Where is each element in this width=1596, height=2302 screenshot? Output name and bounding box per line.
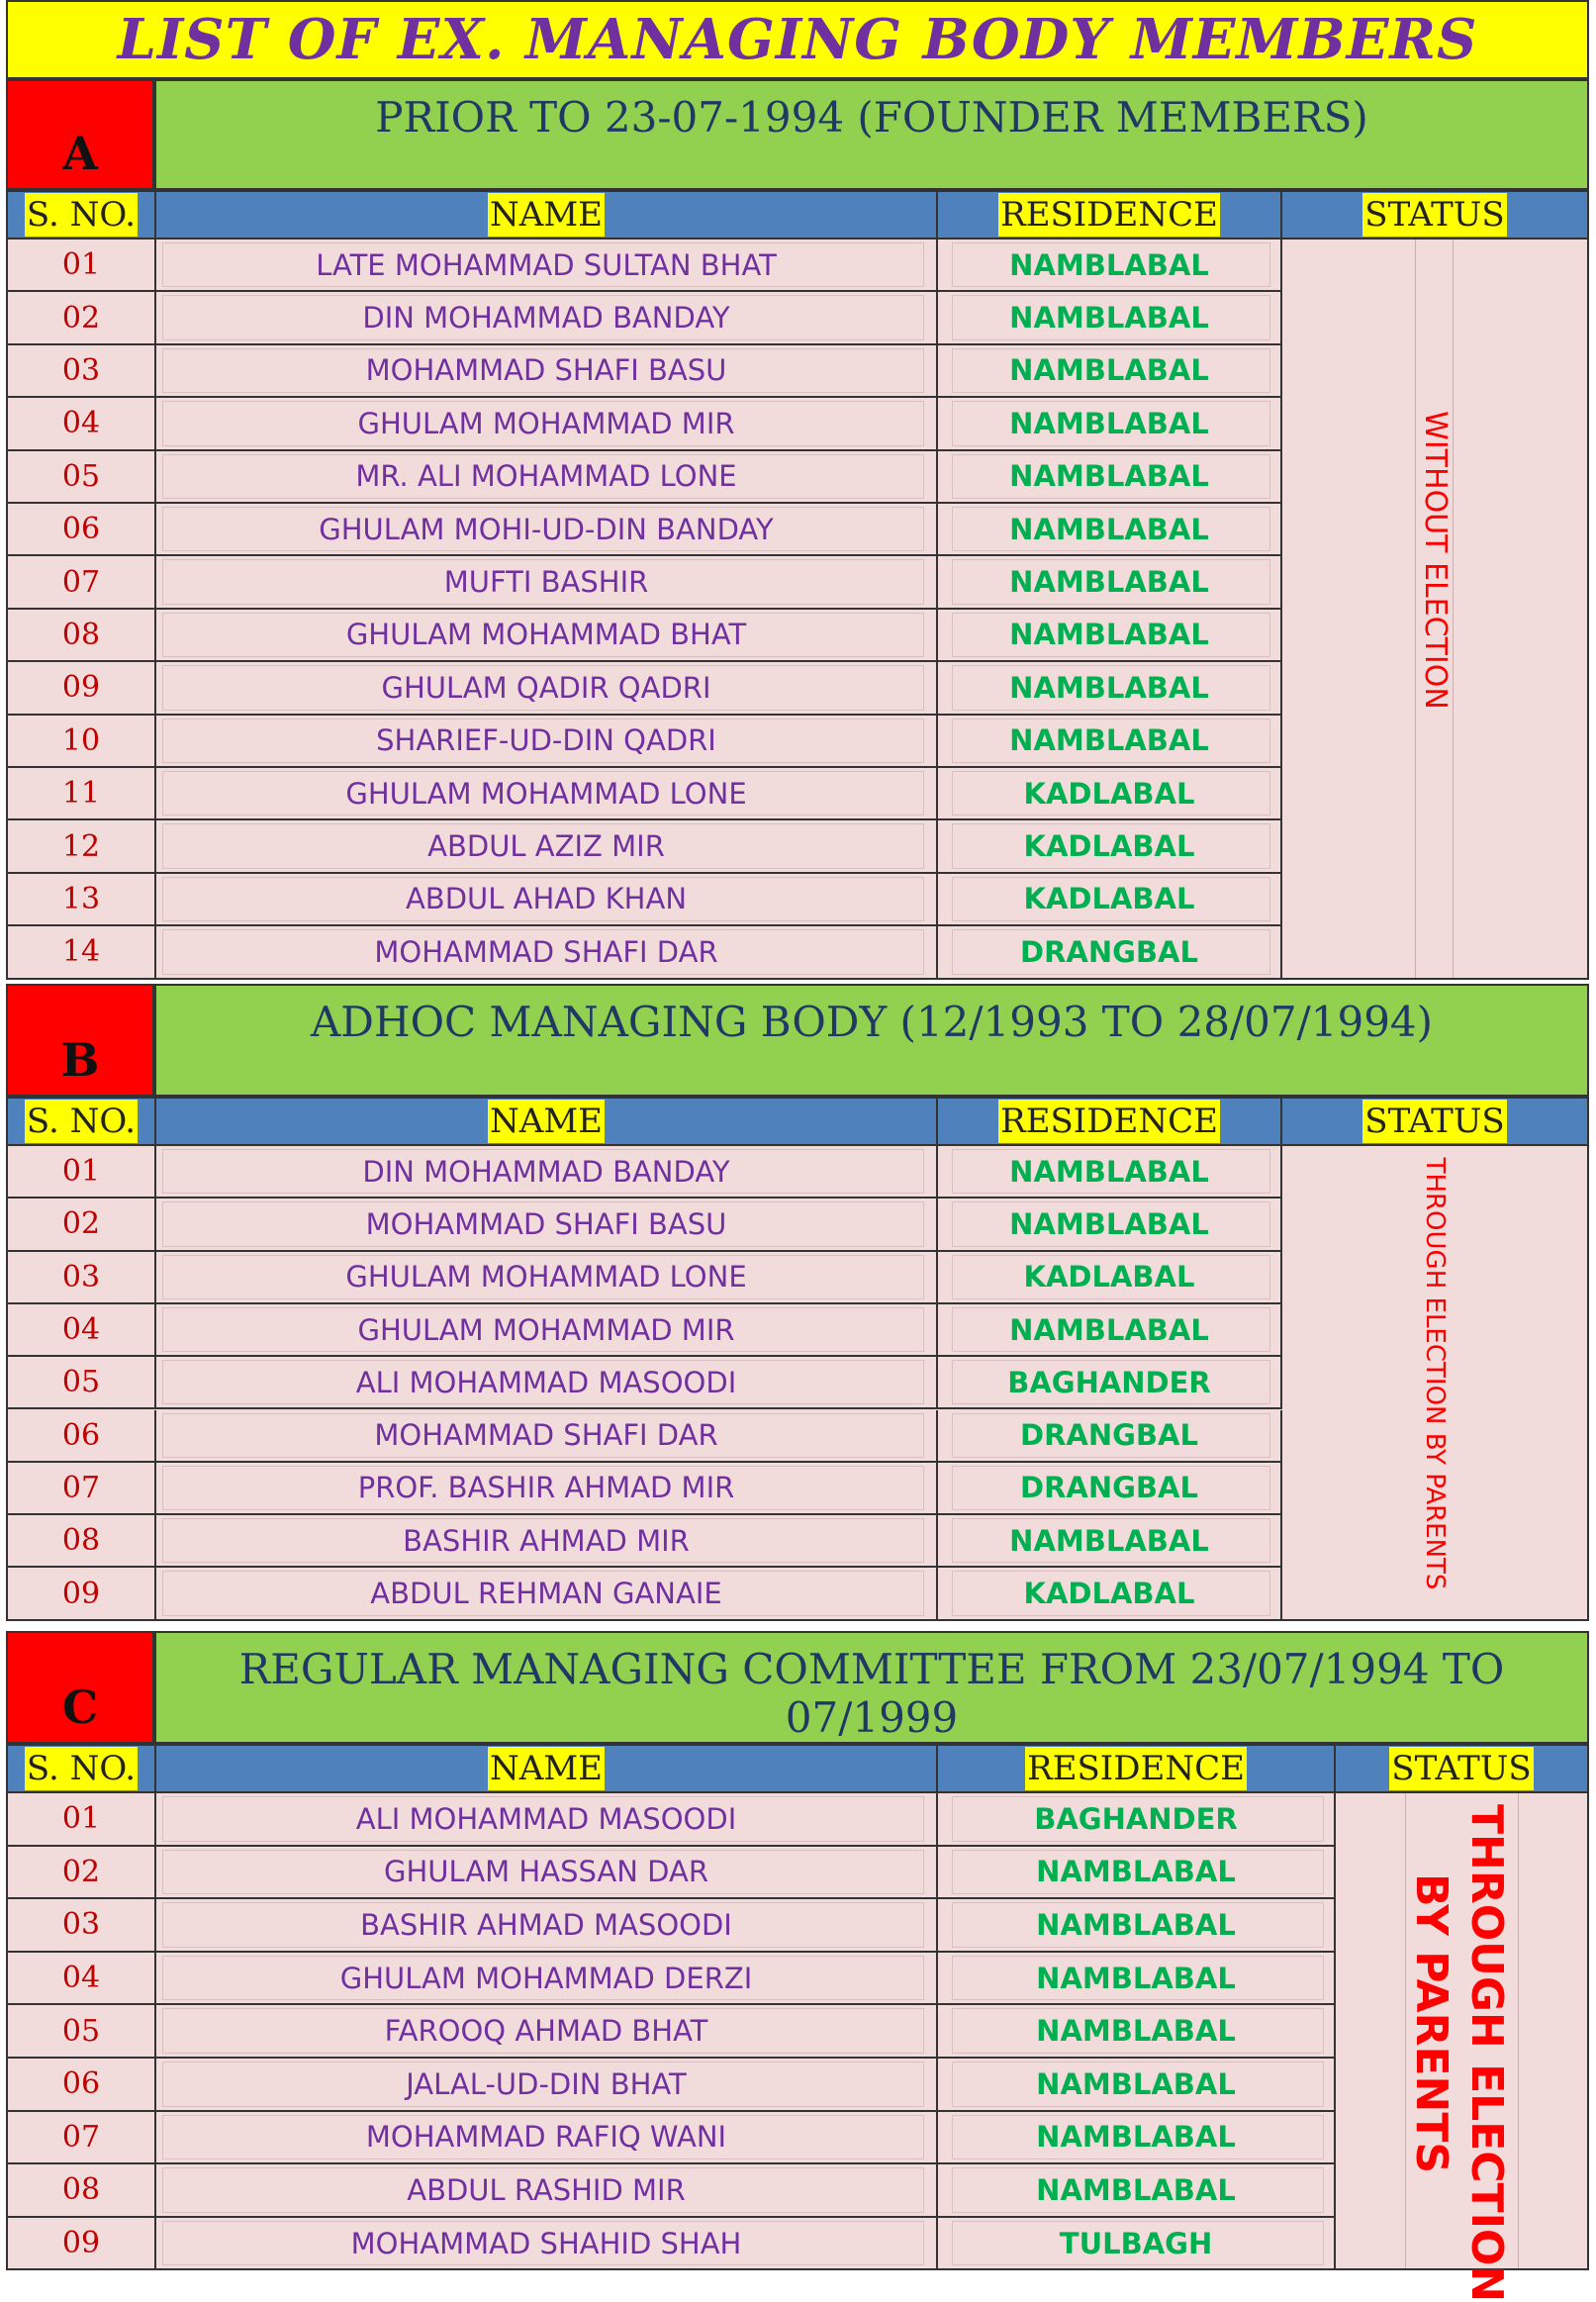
header-name bbox=[156, 1746, 938, 1791]
member-residence-text: NAMBLABAL bbox=[1009, 247, 1209, 282]
section-heading: REGULAR MANAGING COMMITTEE FROM 23/07/1994 TO 07/1999 bbox=[154, 1631, 1589, 1744]
table-row bbox=[8, 2059, 1336, 2112]
member-name-text: BASHIR AHMAD MIR bbox=[403, 1523, 690, 1558]
serial-number: 03 bbox=[8, 1899, 156, 1951]
member-residence bbox=[938, 610, 1282, 660]
header-name bbox=[156, 1099, 938, 1144]
member-residence bbox=[938, 398, 1282, 448]
member-residence-text: DRANGBAL bbox=[1020, 1471, 1198, 1505]
member-name-text: PROF. BASHIR AHMAD MIR bbox=[357, 1471, 735, 1505]
status-cell bbox=[1336, 1793, 1587, 2302]
table-row bbox=[8, 2112, 1336, 2165]
member-residence-text: NAMBLABAL bbox=[1036, 2014, 1236, 2049]
member-residence bbox=[938, 1199, 1282, 1249]
member-residence-text: NAMBLABAL bbox=[1009, 1312, 1209, 1347]
member-residence bbox=[938, 926, 1282, 977]
member-name bbox=[156, 768, 938, 818]
member-residence bbox=[938, 1252, 1282, 1302]
table-row bbox=[8, 874, 1282, 926]
member-name-text: ABDUL REHMAN GANAIE bbox=[370, 1577, 722, 1611]
member-name bbox=[156, 874, 938, 924]
table-row bbox=[8, 1568, 1282, 1620]
member-residence-text: KADLABAL bbox=[1023, 1577, 1195, 1611]
serial-number: 14 bbox=[8, 926, 156, 977]
header-sno-label: S. NO. bbox=[26, 1749, 137, 1788]
member-name bbox=[156, 1410, 938, 1461]
member-name-text: SHARIEF-UD-DIN QADRI bbox=[376, 723, 716, 758]
status-divider bbox=[1518, 1793, 1519, 2268]
member-name bbox=[156, 610, 938, 660]
member-residence bbox=[938, 451, 1282, 502]
table-row bbox=[8, 1899, 1336, 1953]
serial-number: 01 bbox=[8, 1793, 156, 1845]
member-name bbox=[156, 2112, 938, 2163]
status-text-line2: BY PARENTS bbox=[1406, 1873, 1456, 2174]
member-residence-text: KADLABAL bbox=[1023, 776, 1195, 811]
member-name bbox=[156, 1463, 938, 1513]
member-residence-text: NAMBLABAL bbox=[1009, 723, 1209, 758]
member-name-text: GHULAM QADIR QADRI bbox=[381, 670, 711, 705]
table-row bbox=[8, 1410, 1282, 1463]
member-residence bbox=[938, 2218, 1336, 2269]
member-name-text: LATE MOHAMMAD SULTAN BHAT bbox=[316, 247, 777, 282]
member-residence bbox=[938, 1953, 1336, 2004]
serial-number: 06 bbox=[8, 1410, 156, 1461]
serial-number: 01 bbox=[8, 1146, 156, 1197]
serial-number: 06 bbox=[8, 2059, 156, 2110]
member-name bbox=[156, 556, 938, 607]
member-name-text: ALI MOHAMMAD MASOODI bbox=[355, 1801, 737, 1836]
serial-number: 05 bbox=[8, 451, 156, 502]
member-residence-text: BAGHANDER bbox=[1007, 1365, 1211, 1399]
serial-number: 09 bbox=[8, 662, 156, 713]
table-row bbox=[8, 768, 1282, 820]
member-name-text: GHULAM MOHAMMAD MIR bbox=[357, 406, 735, 440]
member-name-text: GHULAM MOHAMMAD MIR bbox=[357, 1312, 735, 1347]
member-residence-text: NAMBLABAL bbox=[1009, 353, 1209, 388]
member-name-text: ABDUL RASHID MIR bbox=[407, 2172, 686, 2207]
table-row bbox=[8, 716, 1282, 768]
member-name-text: GHULAM HASSAN DAR bbox=[384, 1855, 708, 1889]
member-residence bbox=[938, 2164, 1336, 2216]
member-name-text: GHULAM MOHAMMAD DERZI bbox=[339, 1961, 753, 1995]
serial-number: 09 bbox=[8, 2218, 156, 2269]
table-row bbox=[8, 2164, 1336, 2218]
table-row bbox=[8, 451, 1282, 504]
serial-number: 04 bbox=[8, 1953, 156, 2004]
table-row bbox=[8, 556, 1282, 609]
header-sno bbox=[8, 192, 156, 238]
member-name bbox=[156, 1793, 938, 1845]
member-name bbox=[156, 716, 938, 766]
member-name-text: GHULAM MOHAMMAD BHAT bbox=[345, 618, 747, 652]
member-residence-text: NAMBLABAL bbox=[1036, 2172, 1236, 2207]
table-row bbox=[8, 398, 1282, 450]
member-name bbox=[156, 1847, 938, 1898]
member-name bbox=[156, 504, 938, 554]
serial-number: 03 bbox=[8, 345, 156, 396]
member-name bbox=[156, 1357, 938, 1407]
serial-number: 05 bbox=[8, 2005, 156, 2057]
table-row bbox=[8, 1515, 1282, 1568]
member-name-text: DIN MOHAMMAD BANDAY bbox=[362, 1154, 730, 1189]
member-residence-text: NAMBLABAL bbox=[1009, 406, 1209, 440]
member-name bbox=[156, 240, 938, 290]
header-sno-label: S. NO. bbox=[26, 1102, 137, 1141]
serial-number: 08 bbox=[8, 2164, 156, 2216]
serial-number: 02 bbox=[8, 1847, 156, 1898]
member-residence-text: NAMBLABAL bbox=[1036, 2120, 1236, 2155]
member-name bbox=[156, 1199, 938, 1249]
member-residence bbox=[938, 1899, 1336, 1951]
member-residence-text: NAMBLABAL bbox=[1009, 1523, 1209, 1558]
member-name-text: BASHIR AHMAD MASOODI bbox=[360, 1907, 732, 1942]
member-residence bbox=[938, 345, 1282, 396]
serial-number: 07 bbox=[8, 2112, 156, 2163]
member-name-text: MOHAMMAD SHAHID SHAH bbox=[350, 2226, 742, 2260]
member-name-text: MUFTI BASHIR bbox=[443, 565, 649, 600]
member-name bbox=[156, 1568, 938, 1618]
table-row bbox=[8, 2218, 1336, 2271]
serial-number: 12 bbox=[8, 820, 156, 871]
serial-number: 13 bbox=[8, 874, 156, 924]
member-residence bbox=[938, 2059, 1336, 2110]
member-residence-text: KADLABAL bbox=[1023, 829, 1195, 864]
header-name-label: NAME bbox=[490, 1749, 603, 1788]
section-heading: PRIOR TO 23-07-1994 (FOUNDER MEMBERS) bbox=[154, 79, 1589, 190]
table-row bbox=[8, 292, 1282, 344]
member-name-text: FAROOQ AHMAD BHAT bbox=[384, 2014, 708, 2049]
member-residence-text: NAMBLABAL bbox=[1009, 670, 1209, 705]
member-name bbox=[156, 2005, 938, 2057]
header-residence-label: RESIDENCE bbox=[1000, 195, 1218, 235]
serial-number: 09 bbox=[8, 1568, 156, 1618]
table-row bbox=[8, 504, 1282, 556]
status-cell bbox=[1282, 240, 1587, 980]
member-name bbox=[156, 292, 938, 342]
header-status-label: STATUS bbox=[1391, 1749, 1532, 1788]
serial-number: 03 bbox=[8, 1252, 156, 1302]
header-name-label: NAME bbox=[490, 195, 603, 235]
member-residence-text: NAMBLABAL bbox=[1009, 512, 1209, 546]
table-row bbox=[8, 820, 1282, 873]
member-name-text: GHULAM MOHAMMAD LONE bbox=[345, 1260, 747, 1295]
header-residence-label: RESIDENCE bbox=[1027, 1749, 1245, 1788]
member-name bbox=[156, 345, 938, 396]
serial-number: 02 bbox=[8, 292, 156, 342]
header-status bbox=[1336, 1746, 1587, 1791]
member-name-text: ALI MOHAMMAD MASOODI bbox=[355, 1365, 737, 1399]
member-name bbox=[156, 398, 938, 448]
member-residence-text: TULBAGH bbox=[1059, 2226, 1213, 2260]
table-header-row bbox=[6, 1097, 1589, 1146]
member-residence bbox=[938, 1357, 1282, 1407]
member-name bbox=[156, 820, 938, 871]
member-name-text: JALAL-UD-DIN BHAT bbox=[406, 2066, 687, 2101]
table-row bbox=[8, 1304, 1282, 1357]
member-name-text: MOHAMMAD SHAFI BASU bbox=[365, 1206, 727, 1241]
table-row bbox=[8, 1252, 1282, 1304]
header-residence bbox=[938, 1746, 1336, 1791]
header-sno bbox=[8, 1746, 156, 1791]
member-residence bbox=[938, 2005, 1336, 2057]
header-status-label: STATUS bbox=[1364, 1102, 1505, 1141]
table-row bbox=[8, 1199, 1282, 1251]
member-residence bbox=[938, 1568, 1282, 1618]
table-row bbox=[8, 345, 1282, 398]
serial-number: 11 bbox=[8, 768, 156, 818]
member-name-text: GHULAM MOHI-UD-DIN BANDAY bbox=[319, 512, 774, 546]
header-residence-label: RESIDENCE bbox=[1000, 1102, 1218, 1141]
section-letter: B bbox=[6, 984, 154, 1097]
section-heading: ADHOC MANAGING BODY (12/1993 TO 28/07/1994) bbox=[154, 984, 1589, 1097]
member-residence-text: NAMBLABAL bbox=[1009, 1154, 1209, 1189]
table-row bbox=[8, 610, 1282, 662]
member-residence bbox=[938, 662, 1282, 713]
status-text-line1: THROUGH ELECTION bbox=[1461, 1804, 1512, 2302]
status-text: THROUGH ELECTION BY PARENTS bbox=[1420, 1157, 1450, 1590]
member-residence bbox=[938, 556, 1282, 607]
header-name-label: NAME bbox=[490, 1102, 603, 1141]
member-residence-text: DRANGBAL bbox=[1020, 934, 1198, 969]
member-residence bbox=[938, 292, 1282, 342]
header-sno-label: S. NO. bbox=[26, 195, 137, 235]
member-residence-text: NAMBLABAL bbox=[1009, 1206, 1209, 1241]
member-name-text: ABDUL AHAD KHAN bbox=[405, 882, 688, 916]
member-name bbox=[156, 2059, 938, 2110]
header-status-label: STATUS bbox=[1364, 195, 1505, 235]
table-row bbox=[8, 1146, 1282, 1199]
member-name-text: MOHAMMAD SHAFI BASU bbox=[365, 353, 727, 388]
table-row bbox=[8, 1793, 1336, 1847]
page-title: LIST OF EX. MANAGING BODY MEMBERS bbox=[6, 0, 1589, 79]
member-residence-text: NAMBLABAL bbox=[1036, 1961, 1236, 1995]
serial-number: 07 bbox=[8, 1463, 156, 1513]
member-residence-text: NAMBLABAL bbox=[1036, 2066, 1236, 2101]
member-name bbox=[156, 2218, 938, 2269]
member-residence-text: NAMBLABAL bbox=[1009, 459, 1209, 494]
serial-number: 05 bbox=[8, 1357, 156, 1407]
member-residence-text: DRANGBAL bbox=[1020, 1418, 1198, 1453]
table-header-row bbox=[6, 190, 1589, 240]
table-header-row bbox=[6, 1744, 1589, 1793]
member-residence-text: NAMBLABAL bbox=[1036, 1907, 1236, 1942]
section-table-body bbox=[6, 1793, 1589, 2302]
member-residence-text: BAGHANDER bbox=[1034, 1801, 1238, 1836]
member-name-text: MOHAMMAD RAFIQ WANI bbox=[365, 2120, 727, 2155]
member-residence bbox=[938, 820, 1282, 871]
serial-number: 08 bbox=[8, 610, 156, 660]
member-residence bbox=[938, 1847, 1336, 1898]
member-name bbox=[156, 451, 938, 502]
member-residence bbox=[938, 716, 1282, 766]
section-letter: A bbox=[6, 79, 154, 190]
serial-number: 07 bbox=[8, 556, 156, 607]
member-residence bbox=[938, 1410, 1282, 1461]
status-divider bbox=[1415, 240, 1416, 978]
table-row bbox=[8, 240, 1282, 292]
member-residence bbox=[938, 504, 1282, 554]
member-name bbox=[156, 1146, 938, 1197]
serial-number: 04 bbox=[8, 1304, 156, 1355]
table-row bbox=[8, 1953, 1336, 2006]
member-residence-text: NAMBLABAL bbox=[1036, 1855, 1236, 1889]
member-name-text: MOHAMMAD SHAFI DAR bbox=[374, 934, 718, 969]
serial-number: 06 bbox=[8, 504, 156, 554]
member-name-text: ABDUL AZIZ MIR bbox=[427, 829, 665, 864]
member-residence bbox=[938, 1515, 1282, 1566]
status-cell bbox=[1282, 1146, 1587, 1621]
section-table-body bbox=[6, 1146, 1589, 1621]
table-row bbox=[8, 926, 1282, 979]
serial-number: 08 bbox=[8, 1515, 156, 1566]
header-sno bbox=[8, 1099, 156, 1144]
header-residence bbox=[938, 192, 1282, 238]
member-name bbox=[156, 1304, 938, 1355]
member-residence-text: NAMBLABAL bbox=[1009, 565, 1209, 600]
member-residence bbox=[938, 768, 1282, 818]
serial-number: 02 bbox=[8, 1199, 156, 1249]
member-name bbox=[156, 1252, 938, 1302]
member-name-text: DIN MOHAMMAD BANDAY bbox=[362, 301, 730, 336]
member-residence bbox=[938, 1146, 1282, 1197]
table-row bbox=[8, 1463, 1282, 1515]
member-name bbox=[156, 1953, 938, 2004]
member-name-text: MR. ALI MOHAMMAD LONE bbox=[355, 459, 737, 494]
member-residence-text: NAMBLABAL bbox=[1009, 301, 1209, 336]
member-residence bbox=[938, 2112, 1336, 2163]
member-residence-text: KADLABAL bbox=[1023, 882, 1195, 916]
header-status bbox=[1282, 192, 1587, 238]
member-name bbox=[156, 1515, 938, 1566]
member-name bbox=[156, 2164, 938, 2216]
member-name bbox=[156, 662, 938, 713]
member-name-text: MOHAMMAD SHAFI DAR bbox=[374, 1418, 718, 1453]
member-residence bbox=[938, 1793, 1336, 1845]
member-residence-text: KADLABAL bbox=[1023, 1260, 1195, 1295]
table-row bbox=[8, 1847, 1336, 1900]
serial-number: 01 bbox=[8, 240, 156, 290]
member-residence bbox=[938, 1304, 1282, 1355]
section-letter: C bbox=[6, 1631, 154, 1744]
member-name bbox=[156, 926, 938, 977]
member-residence bbox=[938, 240, 1282, 290]
section-table-body bbox=[6, 240, 1589, 980]
member-residence bbox=[938, 1463, 1282, 1513]
status-text: WITHOUT ELECTION bbox=[1418, 410, 1453, 710]
header-residence bbox=[938, 1099, 1282, 1144]
table-row bbox=[8, 2005, 1336, 2059]
member-name-text: GHULAM MOHAMMAD LONE bbox=[345, 776, 747, 811]
member-name bbox=[156, 1899, 938, 1951]
serial-number: 04 bbox=[8, 398, 156, 448]
member-residence bbox=[938, 874, 1282, 924]
status-divider bbox=[1453, 240, 1454, 978]
table-row bbox=[8, 1357, 1282, 1409]
header-name bbox=[156, 192, 938, 238]
member-residence-text: NAMBLABAL bbox=[1009, 618, 1209, 652]
serial-number: 10 bbox=[8, 716, 156, 766]
table-row bbox=[8, 662, 1282, 715]
